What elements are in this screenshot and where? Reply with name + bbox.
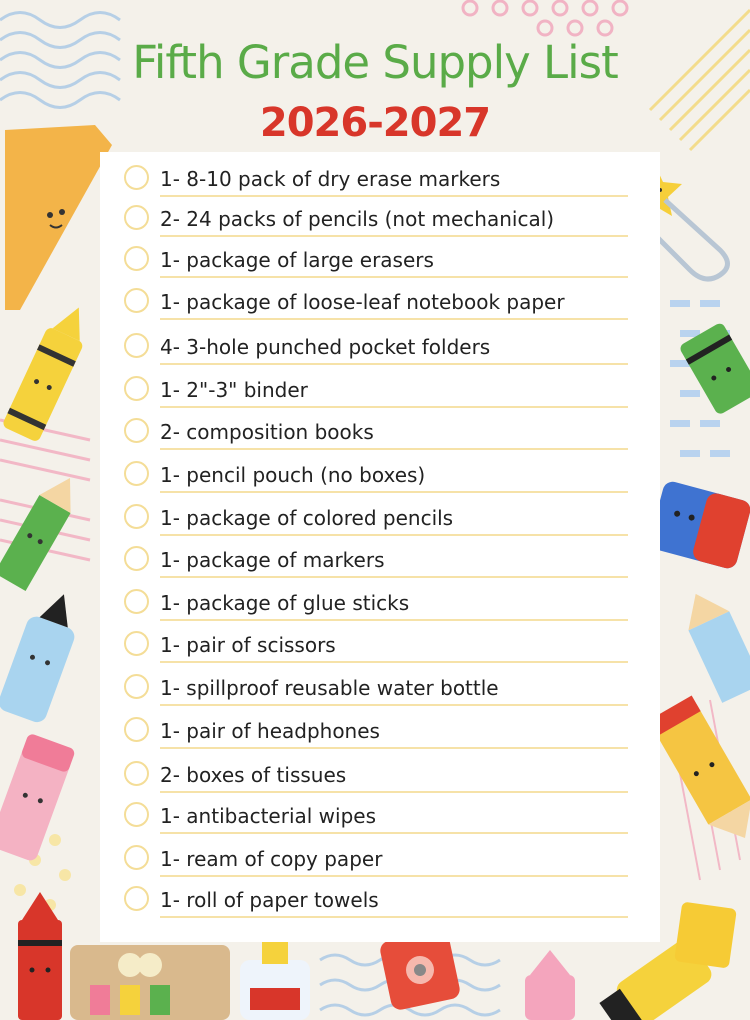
item-label: 1- spillproof reusable water bottle <box>160 676 499 700</box>
checkbox-circle[interactable] <box>124 376 149 401</box>
list-item <box>122 585 628 621</box>
item-label: 2- boxes of tissues <box>160 763 347 787</box>
rule-line <box>160 363 628 365</box>
checkbox-circle[interactable] <box>124 717 149 742</box>
item-label: 1- package of markers <box>160 548 385 572</box>
checkbox-circle[interactable] <box>124 461 149 486</box>
checkbox-circle[interactable] <box>124 246 149 271</box>
rule-line <box>160 534 628 536</box>
rule-line <box>160 448 628 450</box>
list-item <box>122 457 628 493</box>
rule-line <box>160 661 628 663</box>
list-item <box>122 242 628 278</box>
paperclip-icon <box>650 200 728 279</box>
list-item <box>122 882 628 918</box>
list-item <box>122 841 628 877</box>
list-item <box>122 542 628 578</box>
item-label: 1- roll of paper towels <box>160 888 379 912</box>
list-item <box>122 372 628 408</box>
checkbox-circle[interactable] <box>124 674 149 699</box>
eraser-icon <box>647 480 750 571</box>
school-year: 2026-2027 <box>259 100 491 146</box>
sticky-note-icon <box>674 902 737 969</box>
crayon-yellow-icon <box>2 299 97 443</box>
checkbox-circle[interactable] <box>124 761 149 786</box>
list-item <box>122 757 628 793</box>
page-title: Fifth Grade Supply List <box>132 36 618 89</box>
checkbox-circle[interactable] <box>124 546 149 571</box>
item-label: 1- package of colored pencils <box>160 506 454 530</box>
checkbox-circle[interactable] <box>124 333 149 358</box>
item-label: 1- pair of scissors <box>160 633 336 657</box>
rule-line <box>160 875 628 877</box>
list-item <box>122 627 628 663</box>
item-label: 1- package of loose-leaf notebook paper <box>160 290 565 314</box>
checkbox-circle[interactable] <box>124 886 149 911</box>
item-label: 1- package of large erasers <box>160 248 434 272</box>
item-label: 1- antibacterial wipes <box>160 804 377 828</box>
item-label: 2- composition books <box>160 420 374 444</box>
rule-line <box>160 318 628 320</box>
checkbox-circle[interactable] <box>124 845 149 870</box>
list-item <box>122 670 628 706</box>
rule-line <box>160 406 628 408</box>
checkbox-circle[interactable] <box>124 631 149 656</box>
item-label: 1- pair of headphones <box>160 719 380 743</box>
rule-line <box>160 195 628 197</box>
item-label: 1- 8-10 pack of dry erase markers <box>160 167 501 191</box>
ruler-icon <box>5 125 112 310</box>
checkbox-circle[interactable] <box>124 589 149 614</box>
crayon-red-icon <box>18 892 62 1020</box>
pencil-green-icon <box>0 469 86 591</box>
circle-pattern <box>463 1 627 35</box>
checkbox-circle[interactable] <box>124 418 149 443</box>
rule-line <box>160 576 628 578</box>
list-item <box>122 201 628 237</box>
marker-blue-icon <box>0 586 87 725</box>
checkbox-circle[interactable] <box>124 802 149 827</box>
checkbox-circle[interactable] <box>124 288 149 313</box>
rule-line <box>160 491 628 493</box>
rule-line <box>160 916 628 918</box>
list-item <box>122 713 628 749</box>
checkbox-circle[interactable] <box>124 205 149 230</box>
list-item <box>122 284 628 320</box>
list-item <box>122 329 628 365</box>
rule-line <box>160 235 628 237</box>
crayon-pink-icon <box>525 950 575 1020</box>
item-label: 1- ream of copy paper <box>160 847 383 871</box>
list-item <box>122 414 628 450</box>
list-item <box>122 500 628 536</box>
checkbox-circle[interactable] <box>124 504 149 529</box>
checkbox-circle[interactable] <box>124 165 149 190</box>
item-label: 1- 2"-3" binder <box>160 378 308 402</box>
crayon-box-icon <box>70 945 230 1020</box>
pencil-blue-icon <box>676 584 750 703</box>
item-label: 1- package of glue sticks <box>160 591 410 615</box>
item-label: 4- 3-hole punched pocket folders <box>160 335 491 359</box>
rule-line <box>160 276 628 278</box>
highlighter-pink-icon <box>0 733 76 863</box>
item-label: 1- pencil pouch (no boxes) <box>160 463 426 487</box>
rule-line <box>160 619 628 621</box>
pencil-yellow-icon <box>648 696 750 851</box>
rule-line <box>160 704 628 706</box>
list-item <box>122 798 628 834</box>
list-item <box>122 161 628 197</box>
rule-line <box>160 747 628 749</box>
rule-line <box>160 791 628 793</box>
rule-line <box>160 832 628 834</box>
item-label: 2- 24 packs of pencils (not mechanical) <box>160 207 555 231</box>
